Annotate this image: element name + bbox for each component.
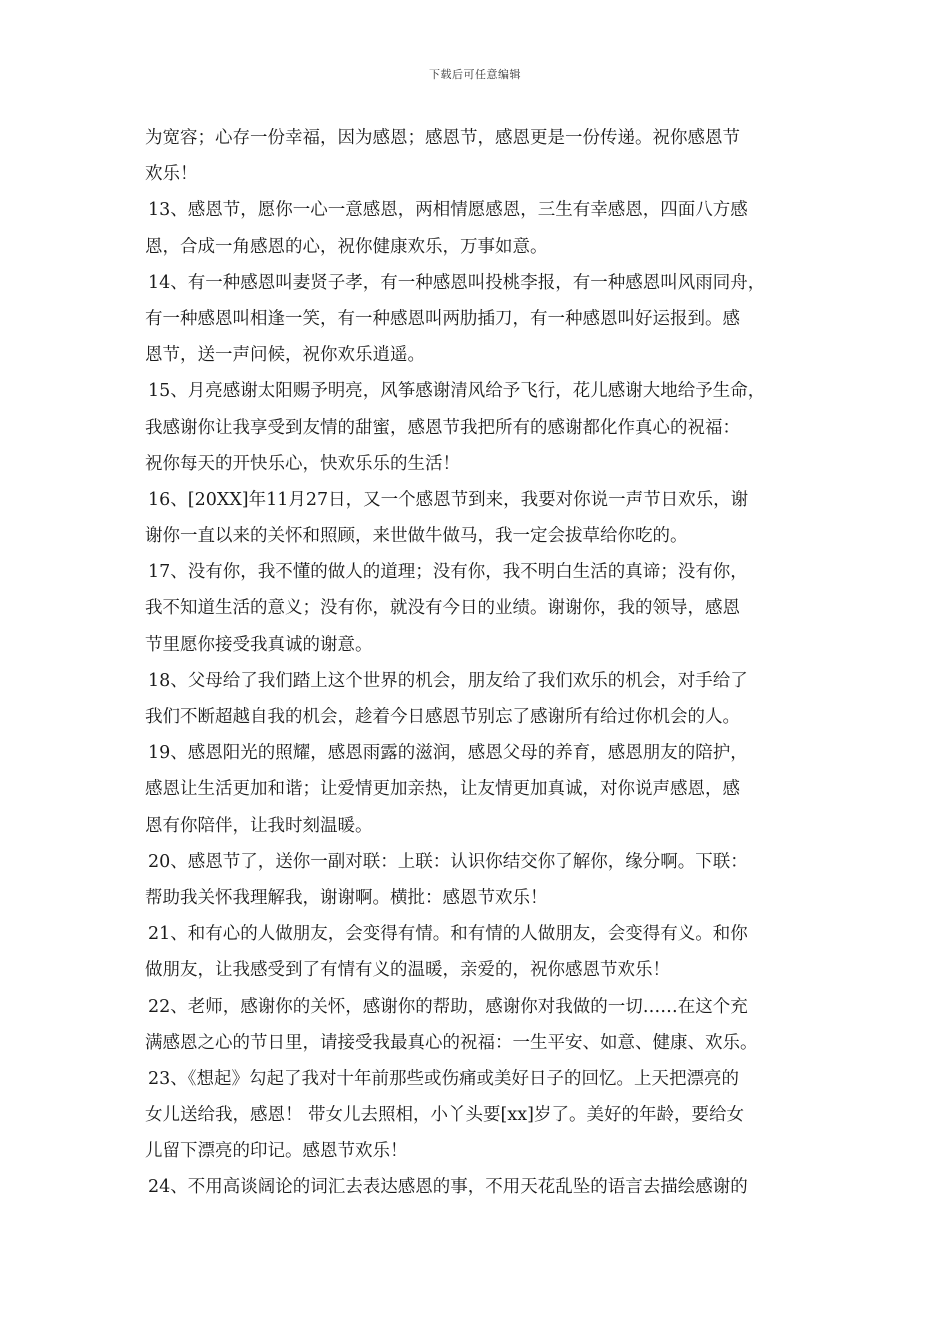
paragraph-line: 恩，合成一角感恩的心，祝你健康欢乐，万事如意。 [145, 236, 548, 257]
paragraph-line: 有一种感恩叫相逢一笑，有一种感恩叫两肋插刀，有一种感恩叫好运报到。感 [145, 308, 740, 329]
paragraph-line: 恩有你陪伴，让我时刻温暖。 [145, 815, 373, 836]
paragraph-p16 [145, 482, 815, 554]
page-header-note: 下载后可任意编辑 [429, 68, 521, 81]
paragraph-line: 20、感恩节了，送你一副对联：上联：认识你结交你了解你，缘分啊。下联： [148, 851, 748, 872]
paragraph-line: 感恩让生活更加和谐；让爱情更加亲热，让友情更加真诚，对你说声感恩，感 [145, 779, 740, 800]
paragraph-line: 13、感恩节，愿你一心一意感恩，两相情愿感恩，三生有幸感恩，四面八方感 [148, 200, 748, 221]
paragraph-p20 [145, 844, 815, 916]
paragraph-line: 做朋友，让我感受到了有情有义的温暖，亲爱的，祝你感恩节欢乐！ [145, 960, 670, 981]
paragraph-p15 [145, 373, 815, 482]
paragraph-p21 [145, 916, 815, 988]
paragraph-line: 帮助我关怀我理解我，谢谢啊。横批：感恩节欢乐！ [145, 887, 548, 908]
paragraph-line: 我感谢你让我享受到友情的甜蜜，感恩节我把所有的感谢都化作真心的祝福： [145, 417, 740, 438]
paragraph-line: 儿留下漂亮的印记。感恩节欢乐！ [145, 1141, 408, 1162]
paragraph-line: 谢你一直以来的关怀和照顾，来世做牛做马，我一定会拔草给你吃的。 [145, 526, 688, 547]
paragraph-line: 17、没有你，我不懂的做人的道理；没有你，我不明白生活的真谛；没有你， [148, 562, 748, 583]
paragraph-line: 节里愿你接受我真诚的谢意。 [145, 634, 373, 655]
paragraph-p18 [145, 663, 815, 735]
paragraph-line: 14、有一种感恩叫妻贤子孝，有一种感恩叫投桃李报，有一种感恩叫风雨同舟， [148, 272, 766, 293]
paragraph-line: 满感恩之心的节日里，请接受我最真心的祝福：一生平安、如意、健康、欢乐。 [145, 1032, 758, 1053]
paragraph-p24 [145, 1169, 815, 1205]
paragraph-line: 16、[20XX]年11月27日，又一个感恩节到来，我要对你说一声节日欢乐，谢 [148, 489, 749, 510]
paragraph-p12-cont [145, 120, 815, 192]
paragraph-line: 21、和有心的人做朋友，会变得有情。和有情的人做朋友，会变得有义。和你 [148, 924, 748, 945]
paragraph-line: 我们不断超越自我的机会，趁着今日感恩节别忘了感谢所有给过你机会的人。 [145, 707, 740, 727]
paragraph-line: 18、父母给了我们踏上这个世界的机会，朋友给了我们欢乐的机会，对手给了 [148, 670, 748, 691]
paragraph-line: 女儿送给我，感恩！ 带女儿去照相，小丫头要[xx]岁了。美好的年龄，要给女 [145, 1105, 744, 1126]
paragraph-line: 19、感恩阳光的照耀，感恩雨露的滋润，感恩父母的养育，感恩朋友的陪护， [148, 743, 748, 764]
paragraph-line: 24、不用高谈阔论的词汇去表达感恩的事，不用天花乱坠的语言去描绘感谢的 [148, 1177, 748, 1198]
paragraph-line: 祝你每天的开快乐心，快欢乐乐的生活！ [145, 453, 460, 474]
paragraph-line: 为宽容；心存一份幸福，因为感恩；感恩节，感恩更是一份传递。祝你感恩节 [145, 128, 740, 148]
paragraph-line: 欢乐！ [145, 164, 198, 185]
paragraph-p17 [145, 554, 815, 663]
paragraph-line: 我不知道生活的意义；没有你，就没有今日的业绩。谢谢你，我的领导，感恩 [145, 598, 740, 619]
paragraph-line: 15、月亮感谢太阳赐予明亮，风筝感谢清风给予飞行，花儿感谢大地给予生命， [148, 381, 766, 402]
paragraph-line: 恩节，送一声问候，祝你欢乐逍遥。 [145, 345, 425, 366]
paragraph-p22 [145, 989, 815, 1061]
paragraph-p13 [145, 192, 815, 264]
document-body [145, 120, 815, 1206]
paragraph-line: 23、《想起》勾起了我对十年前那些或伤痛或美好日子的回忆。上天把漂亮的 [148, 1068, 740, 1089]
paragraph-p14 [145, 265, 815, 374]
paragraph-p19 [145, 735, 815, 844]
paragraph-p23 [145, 1061, 815, 1170]
paragraph-line: 22、老师，感谢你的关怀，感谢你的帮助，感谢你对我做的一切……在这个充 [148, 996, 748, 1017]
